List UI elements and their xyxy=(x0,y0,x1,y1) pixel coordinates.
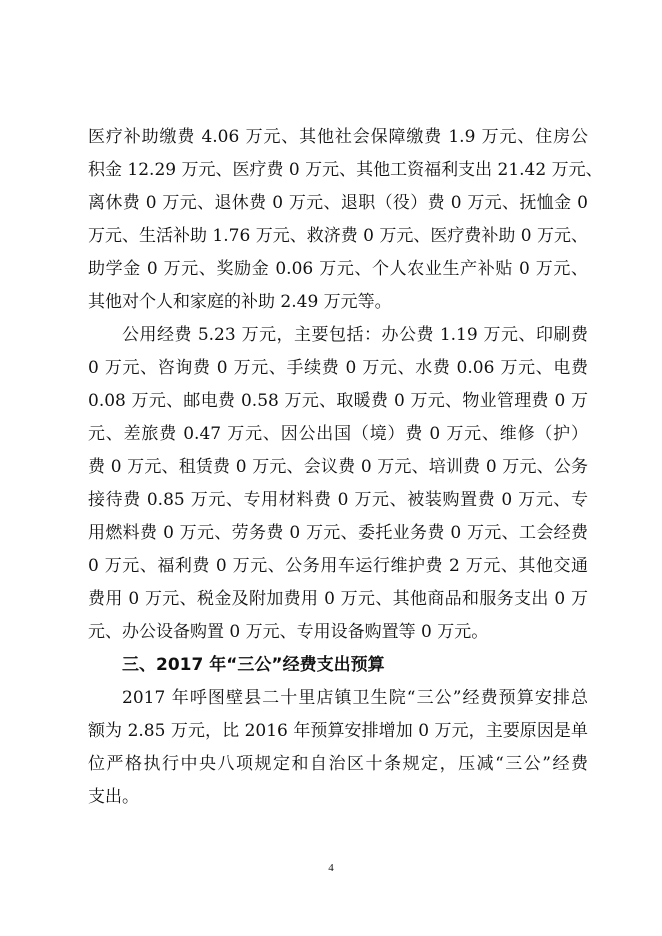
text-line: 0 万元、福利费 0 万元、公务用车运行维护费 2 万元、其他交通 xyxy=(88,556,588,576)
text-line: 2017 年呼图壁县二十里店镇卫生院“三公”经费预算安排总 xyxy=(122,688,588,708)
text-line: 接待费 0.85 万元、专用材料费 0 万元、被装购置费 0 万元、专 xyxy=(88,490,588,510)
text-line: 位严格执行中央八项规定和自治区十条规定，压减“三公”经费 xyxy=(88,754,588,774)
text-line: 积金 12.29 万元、医疗费 0 万元、其他工资福利支出 21.42 万元、 xyxy=(88,160,603,180)
text-line: 万元、生活补助 1.76 万元、救济费 0 万元、医疗费补助 0 万元、 xyxy=(88,226,588,246)
text-line: 用燃料费 0 万元、劳务费 0 万元、委托业务费 0 万元、工会经费 xyxy=(88,523,588,543)
text-line: 其他对个人和家庭的补助 2.49 万元等。 xyxy=(88,292,392,312)
text-line: 0 万元、咨询费 0 万元、手续费 0 万元、水费 0.06 万元、电费 xyxy=(88,358,588,378)
text-line: 元、办公设备购置 0 万元、专用设备购置等 0 万元。 xyxy=(88,622,489,642)
text-line: 医疗补助缴费 4.06 万元、其他社会保障缴费 1.9 万元、住房公 xyxy=(88,127,588,147)
page-number: 4 xyxy=(328,862,334,874)
text-line: 元、差旅费 0.47 万元、因公出国（境）费 0 万元、维修（护） xyxy=(88,424,588,444)
text-line: 公用经费 5.23 万元，主要包括：办公费 1.19 万元、印刷费 xyxy=(122,325,588,345)
text-line: 支出。 xyxy=(88,787,139,807)
text-line: 费 0 万元、租赁费 0 万元、会议费 0 万元、培训费 0 万元、公务 xyxy=(88,457,588,477)
text-line: 费用 0 万元、税金及附加费用 0 万元、其他商品和服务支出 0 万 xyxy=(88,589,588,609)
text-line: 离休费 0 万元、退休费 0 万元、退职（役）费 0 万元、抚恤金 0 xyxy=(88,193,588,213)
text-line: 额为 2.85 万元，比 2016 年预算安排增加 0 万元，主要原因是单 xyxy=(88,721,588,741)
section-heading: 三、2017 年“三公”经费支出预算 xyxy=(122,655,385,675)
text-line: 0.08 万元、邮电费 0.58 万元、取暖费 0 万元、物业管理费 0 万 xyxy=(88,391,588,411)
text-line: 助学金 0 万元、奖励金 0.06 万元、个人农业生产补贴 0 万元、 xyxy=(88,259,588,279)
